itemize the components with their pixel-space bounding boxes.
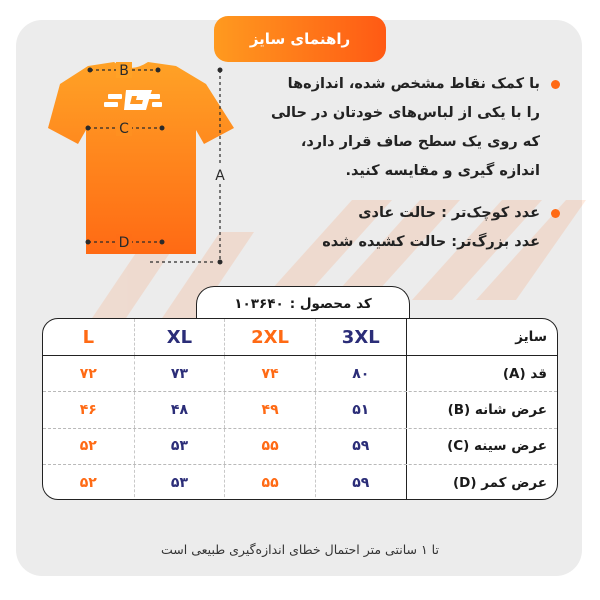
instruction-numbers: عدد کوچک‌تر : حالت عادی عدد بزرگ‌تر: حالت کشیده شده — [230, 199, 560, 257]
table-row: عرض کمر (D) ۵۹ ۵۵ ۵۳ ۵۲ — [43, 465, 557, 500]
table-row: قد (A) ۸۰ ۷۴ ۷۳ ۷۲ — [43, 356, 557, 392]
bullet-dot-icon — [551, 80, 560, 89]
tshirt-diagram — [30, 58, 236, 272]
page-title — [214, 16, 386, 62]
label-d: D — [118, 235, 130, 251]
size-table — [42, 318, 558, 500]
size-col-3xl: 3XL — [315, 319, 406, 355]
label-b: B — [119, 63, 129, 79]
table-row: عرض شانه (B) ۵۱ ۴۹ ۴۸ ۴۶ — [43, 392, 557, 428]
page-title-text: راهنمای سایز — [249, 30, 351, 48]
product-code-value: ۱۰۳۶۴۰ — [234, 295, 284, 312]
label-c: C — [119, 121, 129, 137]
size-col-2xl: 2XL — [224, 319, 315, 355]
instructions — [230, 70, 560, 257]
size-table-header — [43, 319, 557, 356]
bullet-dot-icon — [551, 209, 560, 218]
size-header-label: سایز — [406, 319, 557, 355]
product-code — [196, 286, 410, 320]
product-code-label: کد محصول : — [289, 295, 372, 312]
table-row: عرض سینه (C) ۵۹ ۵۵ ۵۳ ۵۲ — [43, 429, 557, 465]
size-col-l: L — [82, 326, 95, 348]
label-a: A — [215, 168, 225, 184]
measurement-disclaimer: تا ۱ سانتی متر احتمال خطای اندازه‌گیری طبیعی است — [161, 542, 439, 557]
size-col-xl: XL — [134, 319, 225, 355]
instruction-measure: با کمک نقاط مشخص شده، اندازه‌ها را با یکی از لباس‌های خودتان در حالی که روی یک سطح صاف قرار دارد، اندازه گیری و مقایسه کنید. — [230, 70, 560, 186]
